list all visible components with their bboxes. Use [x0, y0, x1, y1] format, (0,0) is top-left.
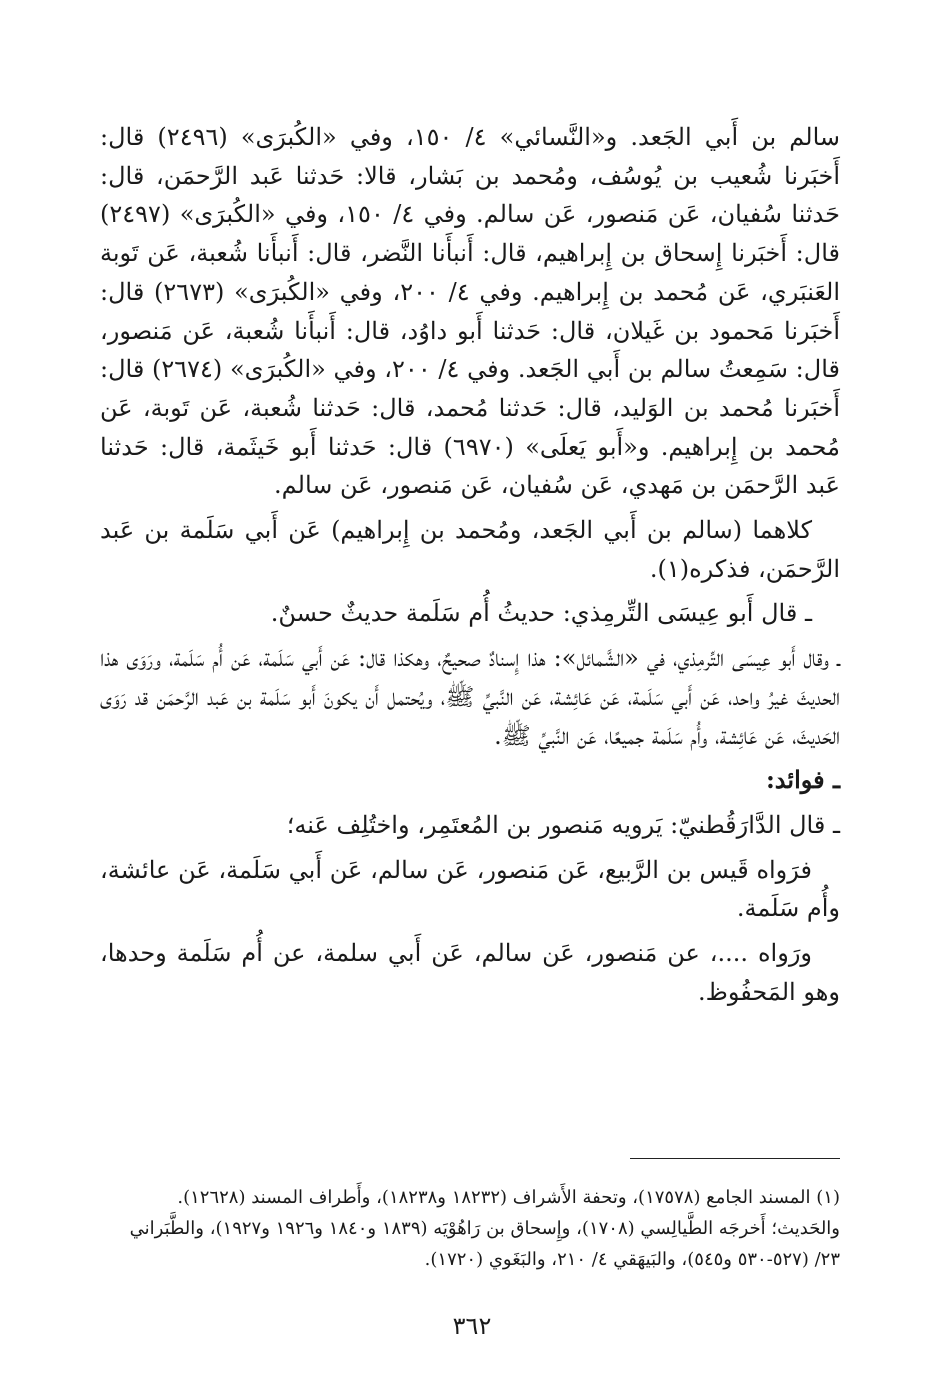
paragraph-shamail	[100, 639, 840, 755]
fawaid-heading-block	[100, 761, 840, 800]
paragraph: فرَواه قَيس بن الرَّبيع، عَن مَنصور، عَن سالم، عَن أَبي سَلَمة، عَن عائشة، وأُم سَلَمة.	[100, 855, 840, 923]
paragraph-tirmidhi	[100, 594, 840, 633]
footnote-line: والحَديث؛ أَخرجَه الطَّيالِسي (١٧٠٨)، وإِسحاق بن رَاهُوْيَه (١٨٣٩ و١٨٤٠ و١٩٢٦ و١٩٢٧)، والطَّبَراني ٢٣/ (٥٢٧-٥٣٠ و٥٤٥)، والبَيهَقي ٤/ ٢١٠، والبَغَوي (١٧٢٠).	[129, 1218, 840, 1270]
footnotes	[100, 1182, 840, 1275]
paragraph: ـ قال الدَّارَقُطنيّ: يَرويه مَنصور بن المُعتَمِر، واختُلِف عَنه؛	[286, 810, 840, 839]
paragraph-qays	[100, 851, 840, 928]
paragraph: ـ قال أَبو عِيسَى التِّرمِذي: حديثُ أُم سَلَمة حديثٌ حسنٌ.	[270, 599, 812, 628]
paragraph: كلاهما (سالم بن أَبي الجَعد، ومُحمد بن إِبراهيم) عَن أَبي سَلَمة بن عَبد الرَّحمَن، فذكره(١).	[100, 516, 840, 583]
paragraph: ـ وقال أَبو عِيسَى التِّرمِذي، في «الشَّمائل»: هذا إِسنادٌ صحيحٌ، وهكذا قال: عَن أَبي سَلَمة، عَن أُم سَلَمة، ورَوَى هذا الحديثَ غيرُ واحد، عَن أَبي سَلَمة، عَن عَائِشة، عَن النَّبيِّ ﷺ، ويُحتمل أَن يكونَ أَبو سَلَمة بن عَبد الرَّحمَن قد رَوَى الحَديثَ، عَن عَائِشة، وأُم سَلَمة جميعًا، عَن النَّبيِّ ﷺ.	[100, 644, 840, 750]
section-heading: ـ فوائد:	[765, 765, 840, 795]
paragraph-daraqutni	[100, 806, 840, 845]
paragraph: سالم بن أَبي الجَعد. و«النَّسائي» ٤/ ١٥٠، وفي «الكُبرَى» (٢٤٩٦) قال: أَخبَرنا شُعيب بن يُوسُف، ومُحمد بن بَشار، قالا: حَدثنا عَبد الرَّحمَن، قال: حَدثنا سُفيان، عَن مَنصور، عَن سالم. وفي ٤/ ١٥٠، وفي «الكُبرَى» (٢٤٩٧) قال: أَخبَرنا إِسحاق بن إِبراهيم، قال: أَنبأَنا النَّضر، قال: أَنبأَنا شُعبة، عَن تَوبة العَنبَري، عَن مُحمد بن إِبراهيم. وفي ٤/ ٢٠٠، وفي «الكُبرَى» (٢٦٧٣) قال: أَخبَرنا مَحمود بن غَيلان، قال: حَدثنا أَبو داوُد، قال: أَنبأَنا شُعبة، عَن مَنصور، قال: سَمِعتُ سالم بن أَبي الجَعد. وفي ٤/ ٢٠٠، وفي «الكُبرَى» (٢٦٧٤) قال: أَخبَرنا مُحمد بن الوَليد، قال: حَدثنا مُحمد، قال: حَدثنا شُعبة، عَن تَوبة، عَن مُحمد بن إِبراهيم. و«أَبو يَعلَى» (٦٩٧٠) قال: حَدثنا أَبو خَيثَمة، قال: حَدثنا عَبد الرَّحمَن بن مَهدي، عَن سُفيان، عَن مَنصور، عَن سالم.	[100, 123, 841, 500]
paragraph-mahfuz	[100, 934, 840, 1011]
footnote-line: (١) المسند الجامع (١٧٥٧٨)، وتحفة الأَشراف (١٨٢٣٢ و١٨٢٣٨)، وأَطراف المسند (١٢٦٢٨).	[177, 1187, 840, 1208]
paragraph-kilahuma	[100, 511, 840, 588]
main-text	[100, 118, 840, 1017]
footnote-divider	[630, 1158, 840, 1159]
paragraph: ورَواه ....، عن مَنصور، عَن سالم، عَن أَبي سلمة، عن أُم سَلَمة وحدها، وهو المَحفُوظ.	[100, 939, 840, 1006]
page-number: ٣٦٢	[452, 1312, 492, 1340]
paragraph-isnad	[100, 118, 840, 505]
